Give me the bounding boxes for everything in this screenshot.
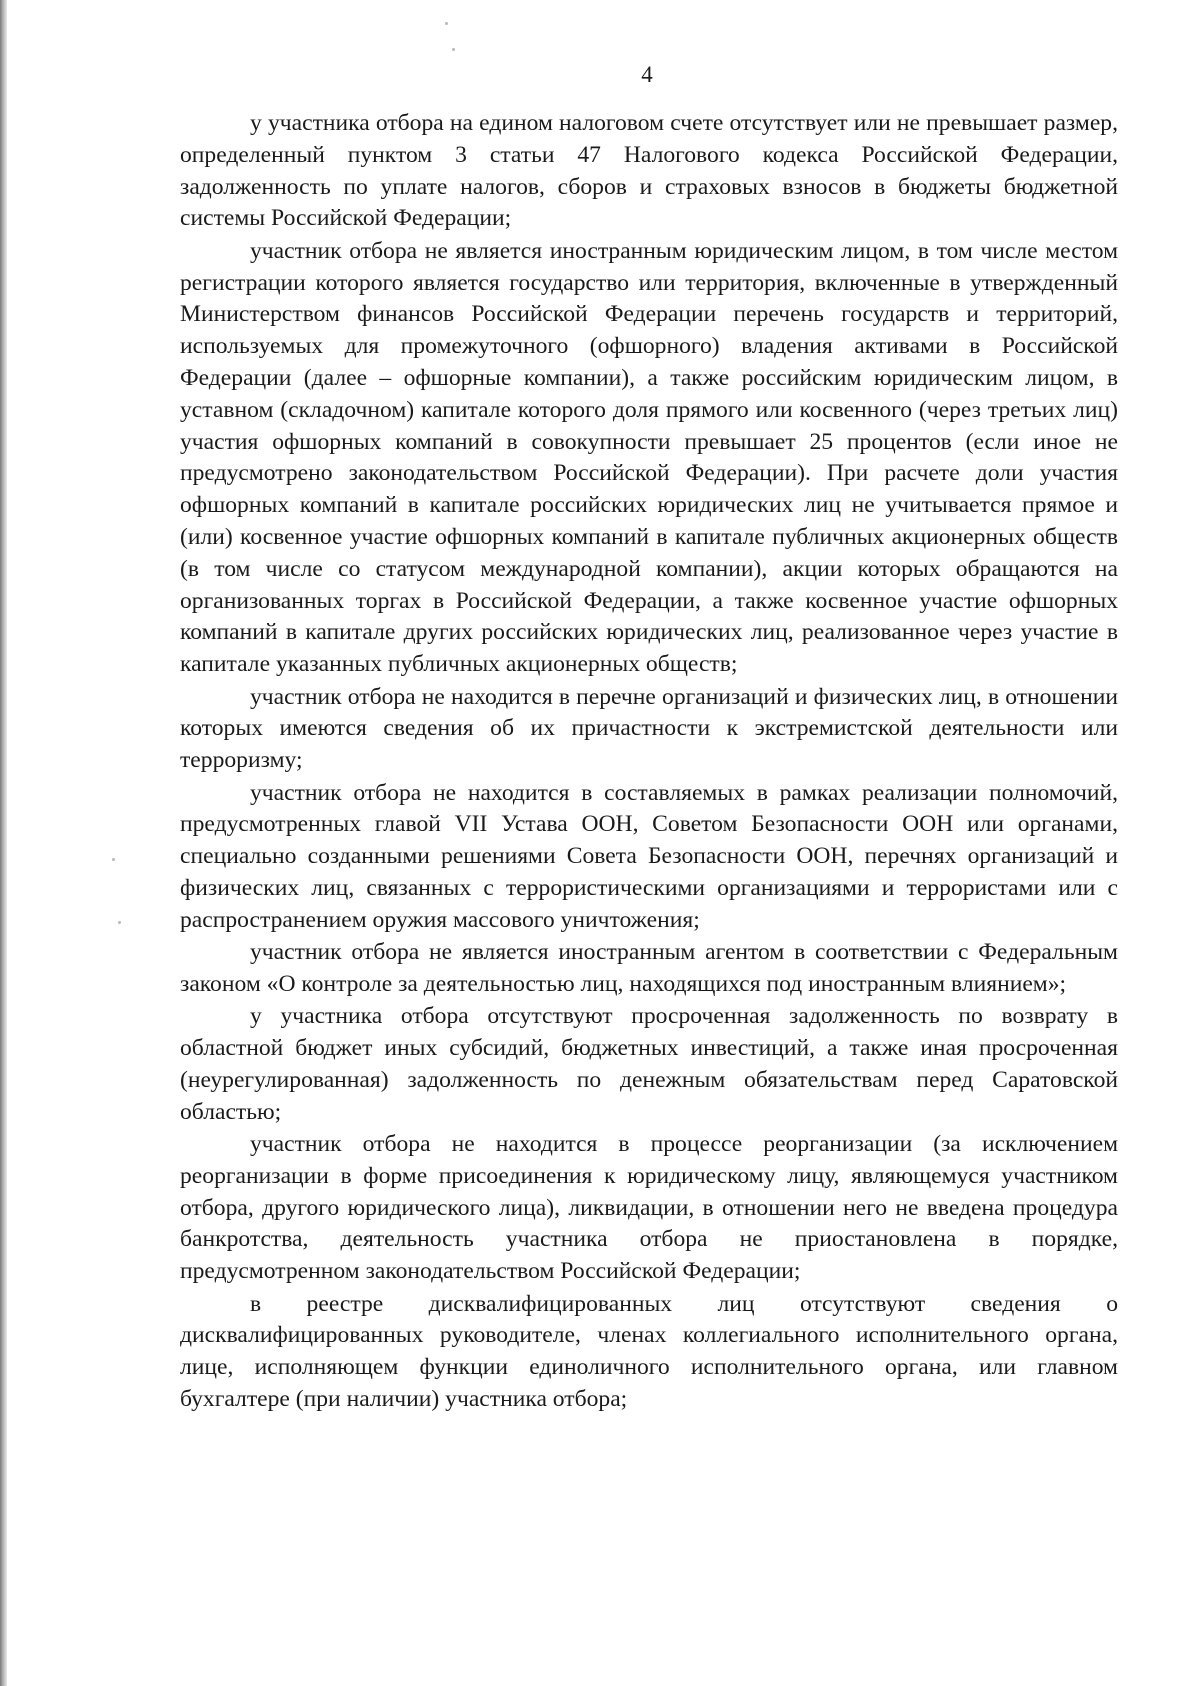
scan-speck xyxy=(445,22,448,25)
paragraph: у участника отбора отсутствуют просроченная задолженность по возврату в областной бюджет иных субсидий, бюджетных инвестиций, а также иная просроченная (неурегулированная) задолженность по денежным обязательствам перед Саратовской областью; xyxy=(180,1003,1118,1125)
paragraph: у участника отбора на едином налоговом счете отсутствует или не превышает размер, определенный пунктом 3 статьи 47 Налогового кодекса Российской Федерации, задолженность по уплате налогов, сборов и страховых взносов в бюджеты бюджетной системы Российской Федерации; xyxy=(180,110,1118,232)
paragraph: участник отбора не находится в процессе реорганизации (за исключением реорганизации в форме присоединения к юридическому лицу, являющемуся участником отбора, другого юридического лица), ликвидации, в отношении него не введена процедура банкротства, деятельность участника отбора не приостановлена в порядке, предусмотренном законодательством Российской Федерации; xyxy=(180,1131,1118,1285)
paragraph: участник отбора не является иностранным агентом в соответствии с Федеральным законом «О контроле за деятельностью лиц, находящихся под иностранным влиянием»; xyxy=(180,939,1118,997)
document-body xyxy=(180,108,1118,1416)
scan-speck xyxy=(452,48,455,51)
scan-edge-shadow xyxy=(0,0,7,1686)
paragraph: участник отбора не находится в перечне организаций и физических лиц, в отношении которых имеются сведения об их причастности к экстремистской деятельности или терроризму; xyxy=(180,683,1118,774)
scan-speck xyxy=(112,858,115,861)
paragraph: участник отбора не находится в составляемых в рамках реализации полномочий, предусмотренных главой VII Устава ООН, Советом Безопасности ООН или органами, специально созданными решениями Совета Безопасности ООН, перечнях организаций и физических лиц, связанных с террористическими организациями и террористами или с распространением оружия массового уничтожения; xyxy=(180,779,1118,933)
page-number: 4 xyxy=(641,62,653,87)
paragraph: в реестре дисквалифицированных лиц отсутствуют сведения о дисквалифицированных руководителе, членах коллегиального исполнительного органа, лице, исполняющем функции единоличного исполнительного органа, или главном бухгалтере (при наличии) участника отбора; xyxy=(180,1290,1118,1413)
paragraph: участник отбора не является иностранным юридическим лицом, в том числе местом регистрации которого является государство или территория, включенные в утвержденный Министерством финансов Российской Федерации перечень государств и территорий, используемых для промежуточного (офшорного) владения активами в Российской Федерации (далее – офшорные компании), а также российским юридическим лицом, в уставном (складочном) капитале которого доля прямого или косвенного (через третьих лиц) участия офшорных компаний в совокупности превышает 25 процентов (если иное не предусмотрено законодательством Российской Федерации). При расчете доли участия офшорных компаний в капитале российских юридических лиц не учитывается прямое и (или) косвенное участие офшорных компаний в капитале публичных акционерных обществ (в том числе со статусом международной компании), акции которых обращаются на организованных торгах в Российской Федерации, а также косвенное участие офшорных компаний в капитале других российских юридических лиц, реализованное через участие в капитале указанных публичных акционерных обществ; xyxy=(180,237,1118,678)
scan-speck xyxy=(118,921,121,924)
